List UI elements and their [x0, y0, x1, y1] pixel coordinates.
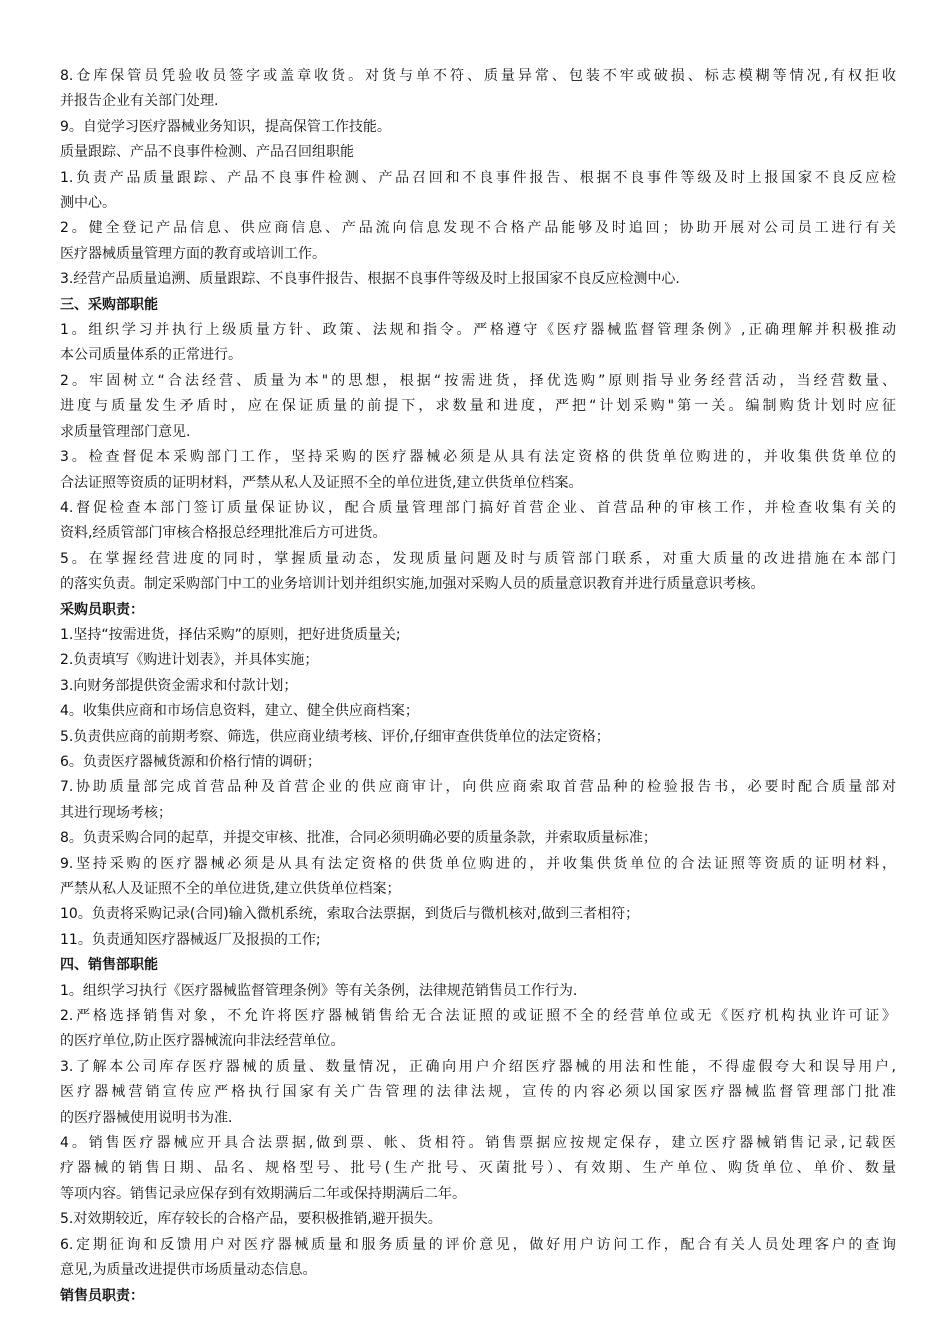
text-line: 11。负责通知医疗器械返厂及报损的工作;	[60, 931, 321, 948]
text-line: 1.坚持“按需进货，择估采购”的原则，把好进货质量关;	[60, 626, 401, 643]
text-line: 3.了解本公司库存医疗器械的质量、数量情况，正确向用户介绍医疗器械的用法和性能，不得虚假夸大和误导用户,	[60, 1058, 896, 1075]
text-line: 意见,为质量改进提供市场质量动态信息。	[60, 1262, 317, 1279]
text-line: 4。销售医疗器械应开具合法票据,做到票、帐、货相符。销售票据应按规定保存，建立医疗器械销售记录,记载医	[60, 1135, 896, 1152]
text-line: 本公司质量体系的正常进行。	[60, 347, 242, 364]
text-line: 5。在掌握经营进度的同时，掌握质量动态，发现质量问题及时与质管部门联系，对重大质量的改进措施在本部门	[60, 550, 896, 567]
text-line: 医疗器械营销宣传应严格执行国家有关广告管理的法律法规，宣传的内容必须以国家医疗器械监督管理部门批准	[60, 1084, 896, 1101]
text-line: 疗器械的销售日期、品名、规格型号、批号(生产批号、灭菌批号）、有效期、生产单位、购货单位、单价、数量	[60, 1160, 896, 1177]
document-page	[60, 64, 896, 1309]
text-line: 5.对效期较近，库存较长的合格产品，要积极推销,避开损失。	[60, 1211, 442, 1228]
text-line: 质量跟踪、产品不良事件检测、产品召回组职能	[60, 144, 354, 161]
text-line: 1.负责产品质量跟踪、产品不良事件检测、产品召回和不良事件报告、根据不良事件等级及时上报国家不良反应检	[60, 169, 896, 186]
text-line: 等项内容。销售记录应保存到有效期满后二年或保持期满后二年。	[60, 1185, 466, 1202]
text-line: 4.督促检查本部门签订质量保证协议，配合质量管理部门搞好首营企业、首营品种的审核工作，并检查收集有关的	[60, 499, 896, 516]
text-line: 2.负责填写《购进计划表》，并具体实施；	[60, 652, 319, 669]
text-line: 合法证照等资质的证明材料，严禁从私人及证照不全的单位进货,建立供货单位档案。	[60, 474, 583, 491]
text-line: 1。组织学习执行《医疗器械监督管理条例》等有关条例，法律规范销售员工作行为.	[60, 982, 578, 999]
text-line: 医疗器械质量管理方面的教育或培训工作。	[60, 245, 326, 262]
text-line: 测中心。	[60, 195, 116, 212]
text-line: 3.经营产品质量追溯、质量跟踪、不良事件报告、根据不良事件等级及时上报国家不良反应检测中心.	[60, 271, 680, 288]
text-line: 6。负责医疗器械货源和价格行情的调研；	[60, 753, 321, 770]
text-line: 10。负责将采购记录(合同)输入微机系统，索取合法票据，到货后与微机核对,做到三者相符；	[60, 906, 640, 923]
text-line: 的落实负责。制定采购部门中工的业务培训计划并组织实施,加强对采购人员的质量意识教育并进行质量意识考核。	[60, 576, 765, 593]
text-line: 进度与质量发生矛盾时，应在保证质量的前提下，求数量和进度，严把“计划采购"第一关。编制购货计划时应征	[60, 398, 896, 415]
text-line: 8。负责采购合同的起草，并提交审核、批准，合同必须明确必要的质量条款，并索取质量标准；	[60, 830, 657, 847]
text-line: 2.严格选择销售对象，不允许将医疗器械销售给无合法证照的或证照不全的经营单位或无《医疗机构执业许可证》	[60, 1008, 896, 1025]
text-line: 2。健全登记产品信息、供应商信息、产品流向信息发现不合格产品能够及时追回；协助开展对公司员工进行有关	[60, 220, 896, 237]
text-line: 6.定期征询和反馈用户对医疗器械质量和服务质量的评价意见，做好用户访问工作，配合有关人员处理客户的查询	[60, 1236, 896, 1253]
section-heading: 销售员职责：	[60, 1287, 144, 1304]
section-heading: 三、采购部职能	[60, 296, 158, 313]
text-line: 7.协助质量部完成首营品种及首营企业的供应商审计，向供应商索取首营品种的检验报告书，必要时配合质量部对	[60, 779, 896, 796]
text-line: 9.坚持采购的医疗器械必须是从具有法定资格的供货单位购进的，并收集供货单位的合法证照等资质的证明材料，	[60, 855, 896, 872]
section-heading: 四、销售部职能	[60, 957, 158, 974]
text-line: 严禁从私人及证照不全的单位进货,建立供货单位档案；	[60, 881, 401, 897]
text-line: 5.负责供应商的前期考察、筛选，供应商业绩考核、评价,仔细审查供货单位的法定资格；	[60, 728, 610, 745]
section-heading: 采购员职责：	[60, 601, 144, 618]
text-line: 的医疗器械使用说明书为准.	[60, 1109, 233, 1126]
text-line: 并报告企业有关部门处理.	[60, 93, 219, 110]
text-line: 4。收集供应商和市场信息资料，建立、健全供应商档案；	[60, 703, 419, 720]
text-line: 3.向财务部提供资金需求和付款计划；	[60, 677, 298, 694]
text-line: 9。自觉学习医疗器械业务知识，提高保管工作技能。	[60, 118, 391, 135]
text-line: 8.仓库保管员凭验收员签字或盖章收货。对货与单不符、质量异常、包装不牢或破损、标志模糊等情况,有权拒收	[60, 68, 896, 84]
text-line: 2。牢固树立“合法经营、质量为本"的思想，根据“按需进货，择优选购”原则指导业务经营活动，当经营数量、	[60, 372, 896, 389]
text-line: 求质量管理部门意见.	[60, 423, 191, 440]
text-line: 资料,经质管部门审核合格报总经理批准后方可进货。	[60, 525, 387, 542]
text-line: 1。组织学习并执行上级质量方针、政策、法规和指令。严格遵守《医疗器械监督管理条例》,正确理解并积极推动	[60, 322, 896, 339]
text-line: 3。检查督促本采购部门工作，坚持采购的医疗器械必须是从具有法定资格的供货单位购进的，并收集供货单位的	[60, 449, 896, 466]
text-line: 其进行现场考核；	[60, 804, 172, 821]
text-line: 的医疗单位,防止医疗器械流向非法经营单位。	[60, 1033, 345, 1050]
